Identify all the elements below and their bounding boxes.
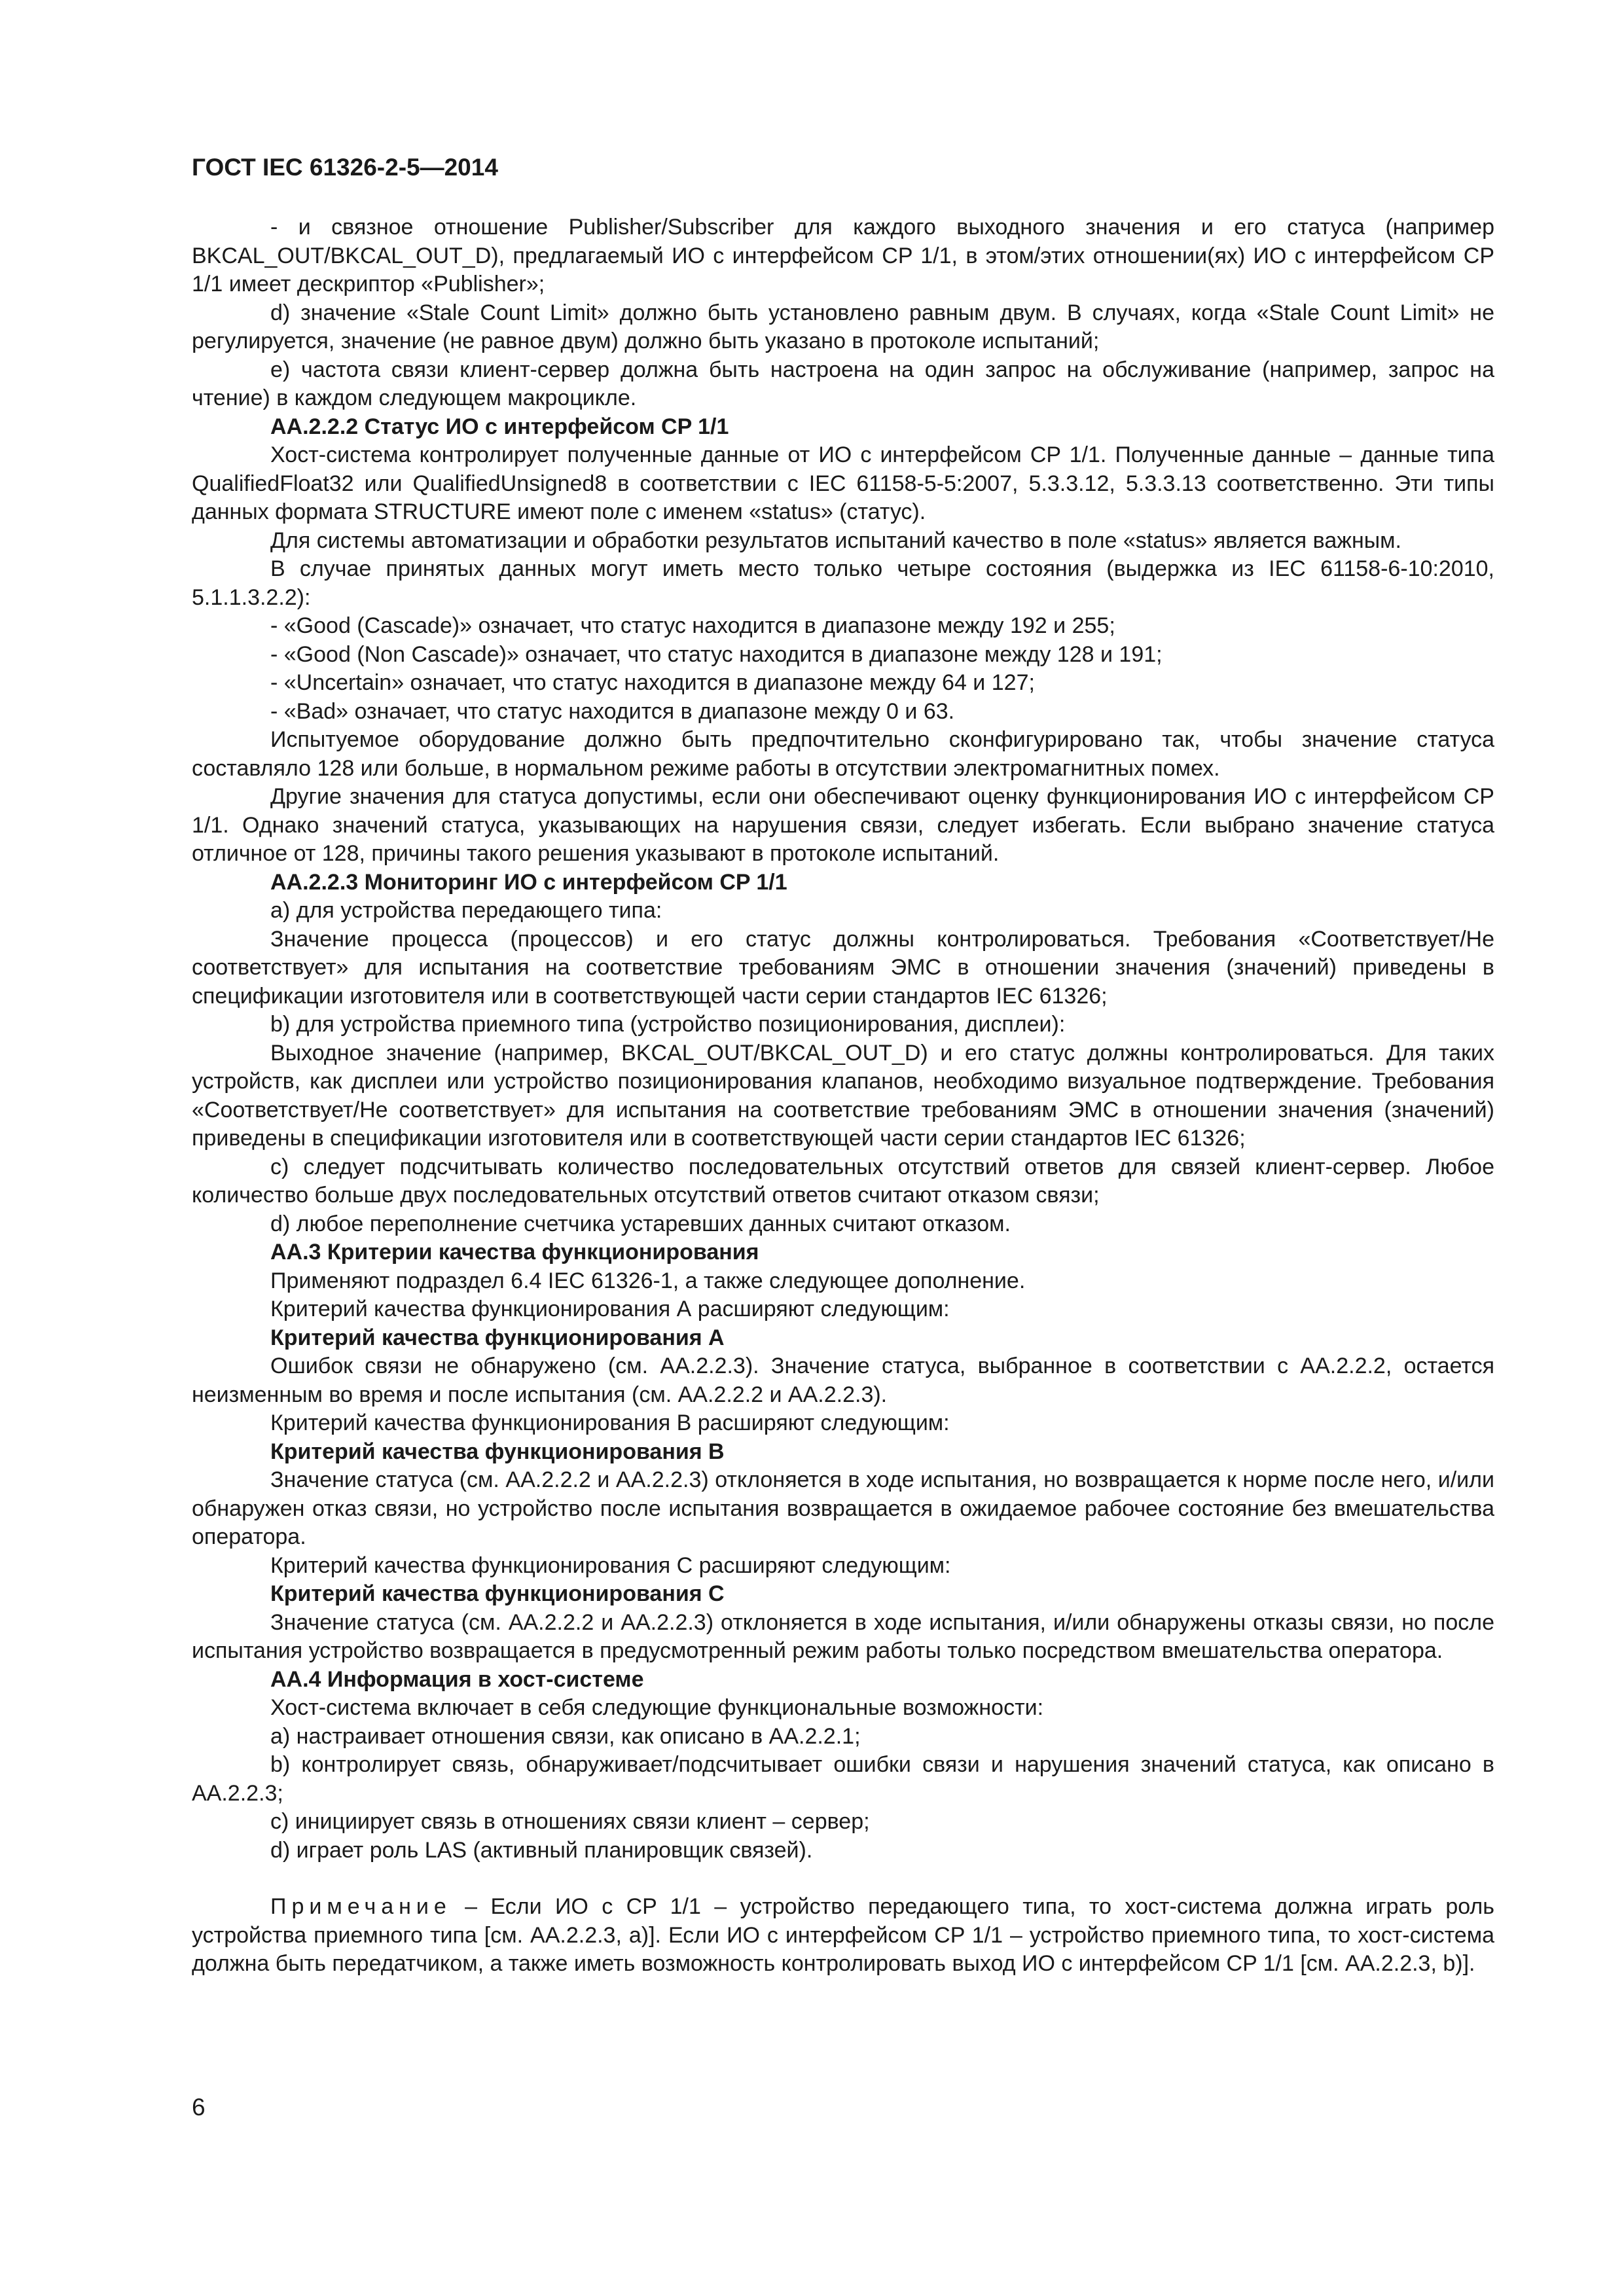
paragraph: Значение процесса (процессов) и его статус должны контролироваться. Требования «Соответствует/Не соответствует» для испытания на соответствие требованиям ЭМС в отношении значения (значений) приведены в спецификации изготовителя или в соответствующей части серии стандартов IEC 61326; [192, 926, 1494, 1009]
document-body [192, 213, 1494, 1979]
paragraph: e) частота связи клиент-сервер должна быть настроена на один запрос на обслуживание (например, запрос на чтение) в каждом следующем макроцикле. [192, 357, 1494, 410]
criterion-heading: Критерий качества функционирования С [270, 1581, 725, 1606]
list-item: c) инициирует связь в отношениях связи клиент – сервер; [270, 1809, 870, 1834]
paragraph: - и связное отношение Publisher/Subscriber для каждого выходного значения и его статуса (например BKCAL_OUT/BKCAL_OUT_D), предлагаемый ИО с интерфейсом CP 1/1, в этом/этих отношении(ях) ИО с интерфейсом CP 1/1 имеет дескриптор «Publisher»; [192, 215, 1494, 296]
paragraph: В случае принятых данных могут иметь место только четыре состояния (выдержка из IEC 61158-6-10:2010, 5.1.1.3.2.2): [192, 556, 1494, 610]
list-item: c) следует подсчитывать количество последовательных отсутствий ответов для связей клиент-сервер. Любое количество больше двух последовательных отсутствий ответов считают отказом связи; [192, 1154, 1494, 1208]
paragraph: Критерий качества функционирования B расширяют следующим: [270, 1410, 950, 1435]
note-text: – Если ИО с CP 1/1 – устройство передающего типа, то хост-система должна играть роль устройства приемного типа [см. АА.2.2.3, а)]. Если ИО с интерфейсом CP 1/1 – устройство приемного типа, то хост-система должна быть передатчиком, а также иметь возможность контролировать выход ИО с интерфейсом CP 1/1 [см. АА.2.2.3, b)]. [192, 1894, 1494, 1976]
list-item: - «Bad» означает, что статус находится в диапазоне между 0 и 63. [270, 698, 955, 724]
list-item: a) для устройства передающего типа: [270, 898, 662, 923]
paragraph: Выходное значение (например, BKCAL_OUT/BKCAL_OUT_D) и его статус должны контролироваться. Для таких устройств, как дисплеи или устройство позиционирования клапанов, необходимо визуальное подтверждение. Требования «Соответствует/Не соответствует» для испытания на соответствие требованиям ЭМС в отношении значения (значений) приведены в спецификации изготовителя или в соответствующей части серии стандартов IEC 61326; [192, 1040, 1494, 1151]
paragraph: Хост-система контролирует полученные данные от ИО с интерфейсом CP 1/1. Полученные данные – данные типа QualifiedFloat32 или QualifiedUnsigned8 в соответствии с IEC 61158-5-5:2007, 5.3.3.12, 5.3.3.13 соответственно. Эти типы данных формата STRUCTURE имеют поле с именем «status» (статус). [192, 442, 1494, 524]
list-item: b) контролирует связь, обнаруживает/подсчитывает ошибки связи и нарушения значений статуса, как описано в АА.2.2.3; [192, 1752, 1494, 1806]
list-item: - «Good (Cascade)» означает, что статус находится в диапазоне между 192 и 255; [270, 613, 1115, 638]
paragraph: Хост-система включает в себя следующие функциональные возможности: [270, 1695, 1044, 1720]
list-item: a) настраивает отношения связи, как описано в АА.2.2.1; [270, 1723, 861, 1749]
paragraph: Значение статуса (см. АА.2.2.2 и АА.2.2.3) отклоняется в ходе испытания, но возвращается к норме после него, и/или обнаружен отказ связи, но устройство после испытания возвращается в ожидаемое рабочее состояние без вмешательства оператора. [192, 1467, 1494, 1549]
list-item: d) играет роль LAS (активный планировщик связей). [270, 1837, 813, 1863]
list-item: - «Uncertain» означает, что статус находится в диапазоне между 64 и 127; [270, 670, 1035, 695]
list-item: d) любое переполнение счетчика устаревших данных считают отказом. [270, 1211, 1011, 1236]
section-heading: АА.2.2.2 Статус ИО с интерфейсом CP 1/1 [270, 414, 729, 439]
paragraph: Критерий качества функционирования С расширяют следующим: [270, 1552, 951, 1578]
paragraph: Значение статуса (см. АА.2.2.2 и АА.2.2.3) отклоняется в ходе испытания, и/или обнаружены отказы связи, но после испытания устройство возвращается в предусмотренный режим работы только посредством вмешательства оператора. [192, 1609, 1494, 1663]
document-header-title: ГОСТ IEC 61326-2-5—2014 [192, 154, 498, 181]
page-number: 6 [192, 2094, 206, 2121]
criterion-heading: Критерий качества функционирования А [270, 1325, 725, 1350]
list-item: - «Good (Non Cascade)» означает, что статус находится в диапазоне между 128 и 191; [270, 641, 1163, 667]
section-heading: АА.3 Критерии качества функционирования [270, 1240, 759, 1265]
paragraph: Применяют подраздел 6.4 IEC 61326-1, а также следующее дополнение. [270, 1268, 1026, 1293]
paragraph: d) значение «Stale Count Limit» должно быть установлено равным двум. В случаях, когда «Stale Count Limit» не регулируется, значение (не равное двум) должно быть указано в протоколе испытаний; [192, 300, 1494, 353]
note [192, 1893, 1494, 1979]
section-heading: АА.4 Информация в хост-системе [270, 1666, 644, 1692]
paragraph: Критерий качества функционирования А расширяют следующим: [270, 1297, 950, 1321]
paragraph: Испытуемое оборудование должно быть предпочтительно сконфигурировано так, чтобы значение статуса составляло 128 или больше, в нормальном режиме работы в отсутствии электромагнитных помех. [192, 727, 1494, 781]
note-label: Примечание [270, 1894, 452, 1919]
list-item: b) для устройства приемного типа (устройство позиционирования, дисплеи): [270, 1012, 1066, 1037]
section-heading: АА.2.2.3 Мониторинг ИО с интерфейсом CP 1/1 [270, 869, 787, 895]
paragraph: Другие значения для статуса допустимы, если они обеспечивают оценку функционирования ИО с интерфейсом CP 1/1. Однако значений статуса, указывающих на нарушения связи, следует избегать. Если выбрано значение статуса отличное от 128, причины такого решения указывают в протоколе испытаний. [192, 784, 1494, 866]
paragraph: Для системы автоматизации и обработки результатов испытаний качество в поле «status» является важным. [270, 528, 1402, 553]
criterion-heading: Критерий качества функционирования B [270, 1439, 725, 1464]
paragraph: Ошибок связи не обнаружено (см. АА.2.2.3). Значение статуса, выбранное в соответствии с АА.2.2.2, остается неизменным во время и после испытания (см. АА.2.2.2 и АА.2.2.3). [192, 1354, 1494, 1407]
